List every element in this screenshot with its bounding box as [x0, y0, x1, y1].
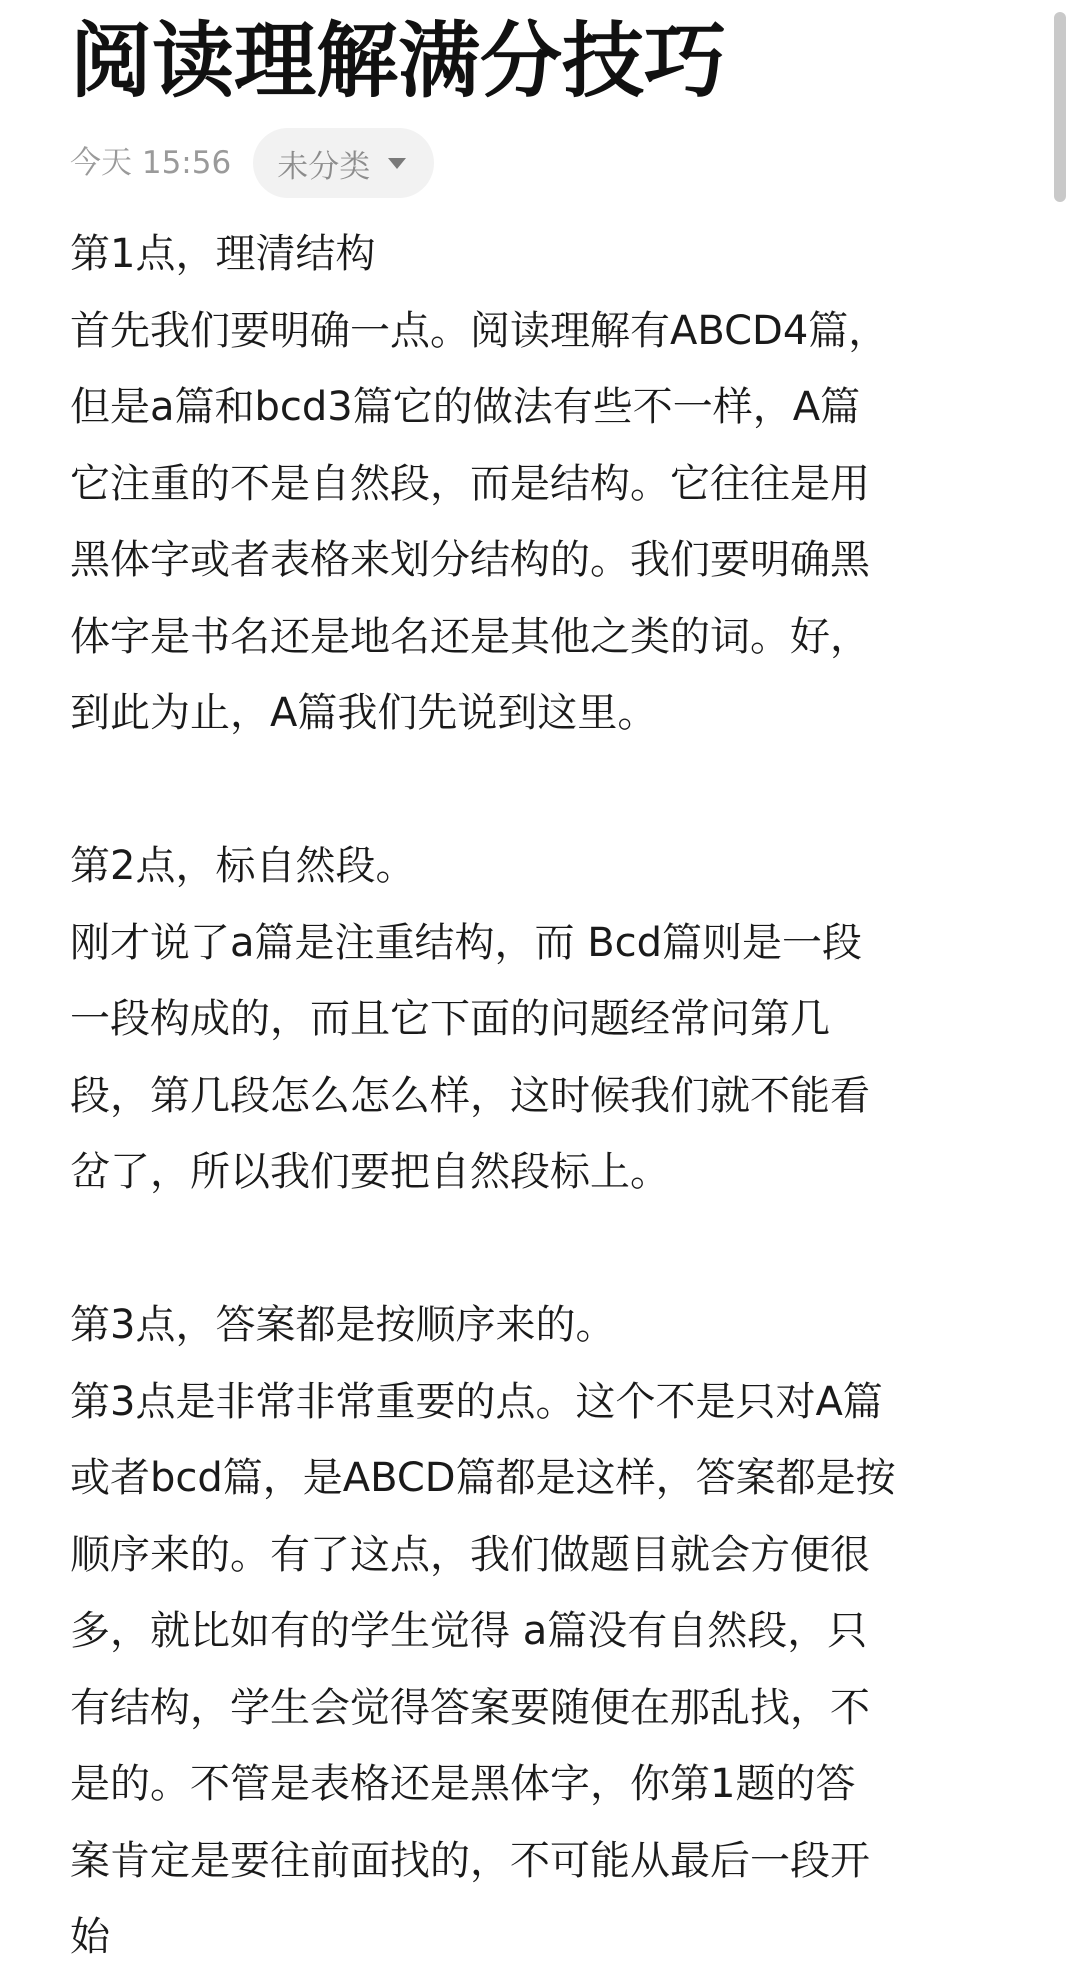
- body-line: 岔了，所以我们要把自然段标上。: [70, 1149, 670, 1195]
- body-line: 有结构，学生会觉得答案要随便在那乱找，不: [70, 1684, 870, 1731]
- body-line: 体字是书名还是地名还是其他之类的词。好，: [70, 613, 870, 660]
- edit-timestamp: 今天 15:56: [70, 145, 232, 181]
- body-line: 但是a篇和bcd3篇它的做法有些不一样，A篇: [70, 384, 861, 430]
- body-line: 是的。不管是表格还是黑体字，你第1题的答: [70, 1761, 856, 1807]
- body-line: 首先我们要明确一点。阅读理解有ABCD4篇，: [70, 307, 889, 354]
- section-heading: 第3点，答案都是按顺序来的。: [70, 1302, 616, 1348]
- body-line: 一段构成的，而且它下面的问题经常问第几: [70, 996, 830, 1042]
- blank-line: [70, 1211, 1030, 1288]
- body-line: 它注重的不是自然段，而是结构。它往往是用: [70, 460, 870, 507]
- body-line: 案肯定是要往前面找的，不可能从最后一段开: [70, 1837, 870, 1884]
- note-content[interactable]: [70, 0, 1030, 1976]
- body-line: 多，就比如有的学生觉得 a篇没有自然段，只: [70, 1608, 868, 1654]
- body-line: 顺序来的。有了这点，我们做题目就会方便很: [70, 1531, 870, 1578]
- body-line: 黑体字或者表格来划分结构的。我们要明确黑: [70, 537, 870, 583]
- chevron-down-icon: [388, 158, 406, 169]
- body-line: 或者bcd篇，是ABCD篇都是这样，答案都是按: [70, 1455, 896, 1501]
- note-meta: [70, 128, 1030, 198]
- body-line: 始: [70, 1914, 110, 1960]
- section-heading: 第1点，理清结构: [70, 231, 376, 277]
- blank-line: [70, 752, 1030, 829]
- scrollbar-thumb[interactable]: [1054, 12, 1066, 202]
- body-line: 刚才说了a篇是注重结构，而 Bcd篇则是一段: [70, 919, 863, 966]
- note-body[interactable]: [70, 216, 1030, 1976]
- body-line: 段，第几段怎么怎么样，这时候我们就不能看: [70, 1072, 870, 1119]
- note-title[interactable]: 阅读理解满分技巧: [70, 14, 727, 109]
- body-line: 到此为止，A篇我们先说到这里。: [70, 690, 658, 736]
- body-line: 第3点是非常非常重要的点。这个不是只对A篇: [70, 1378, 883, 1425]
- category-dropdown[interactable]: [253, 128, 434, 198]
- category-label: 未分类: [277, 148, 371, 185]
- section-heading: 第2点，标自然段。: [70, 843, 416, 889]
